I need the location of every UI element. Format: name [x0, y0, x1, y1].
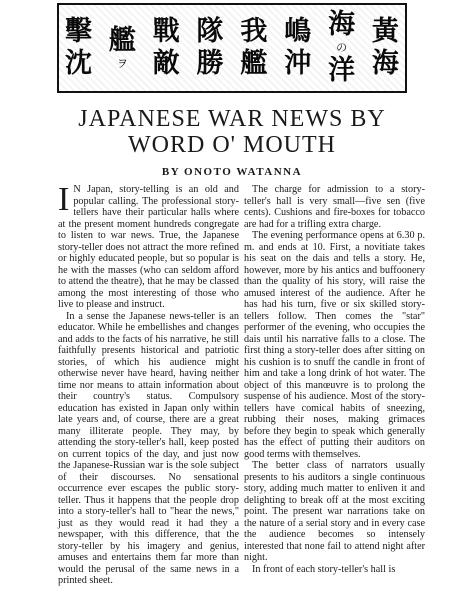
paragraph: The evening performance opens at 6.30 p. m. and ends at 10. First, a novitiate takes his seat on the dais and tells a story. He, however, more by his antics and buffoonery than the quality of his story, will raise the amused interest of the audience. After he has had his turn, five or six skilled story-tellers follow. Then comes the "star" performer of the evening, who occupies the dais until his narrative falls to a close. The first thing a story-teller does after sitting on his cushion is to snuff the candle in front of him and take a long drink of hot water. The object of this manœuvre is to prolong the suspense of his audience. Most of the story-tellers have comical habits of sneezing, rubbing their noses, making grimaces before they begin to speak which generally has the effect of putting their auditors on good terms with themselves. [244, 230, 425, 460]
drop-cap: I [58, 181, 70, 218]
banner-column: 黃 海 [371, 16, 399, 79]
left-text-column [58, 181, 239, 587]
banner-column: 隊 勝 [196, 16, 224, 79]
kanji-banner [57, 3, 407, 93]
banner-column: 我 艦 [240, 16, 268, 79]
paragraph: In front of each story-teller's hall is [252, 563, 396, 575]
paragraph: In a sense the Japanese news-teller is an educator. While he embellishes and changes and adds to the facts of his narrative, he still faithfully presents historical and patriotic stories, of which his audience might otherwise never have heard, having neither time nor means to attain information about their country's status. Compulsory education has existed in Japan only within late years and, of course, there are a great many illiterate people. They may, by attending the story-teller's hall, keep posted on current topics of the day, and just now the Japanese-Russian war is the sole subject of their discourses. No sensational occurrence ever escapes the public story-teller. Thus it happens that the people drop into a story-teller's hall to "hear the news," just as they would read it had they a newspaper, with this difference, that the story-teller by his imagery and genius, amuses and entertains them far more than would the perusal of the same news in a printed sheet. [58, 310, 239, 586]
banner-column: 擊 沈 [65, 16, 92, 79]
right-text-column [244, 184, 425, 575]
article-title-line-1: JAPANESE WAR NEWS BY [78, 106, 386, 132]
article-title-line-2: WORD O' MOUTH [128, 132, 336, 158]
article-byline: BY ONOTO WATANNA [161, 166, 303, 178]
paragraph: The charge for admission to a story-teller's hall is very small—five sen (five cents). Cushions and fire-boxes for tobacco are had for a trifling extra charge. [244, 184, 425, 230]
banner-column: 艦 ヲ [108, 25, 136, 70]
banner-column: 海 の 洋 [328, 9, 356, 86]
banner-column: 嶋 沖 [284, 16, 312, 79]
paragraph: The better class of narrators usually presents to his auditors a single continuous story, adding much matter to enliven it and delighting to break off at the most exciting point. The present war narrations take on the nature of a serial story and in every case the audience becomes so intensely interested that none fail to attend night after night. [244, 460, 425, 563]
paragraph: I N Japan, story-telling is an old and popular calling. The professional story-tellers have their particular halls where at the present moment hundreds congregate to listen to war news. True, the Japanese story-teller does not attract the more refined or highly educated people, but so popular is he with the masses (who can seldom afford to attend the theatre), that he may be classed among the most interesting of those who live to please and instruct. [58, 181, 239, 310]
banner-column: 戰 敵 [152, 16, 180, 79]
